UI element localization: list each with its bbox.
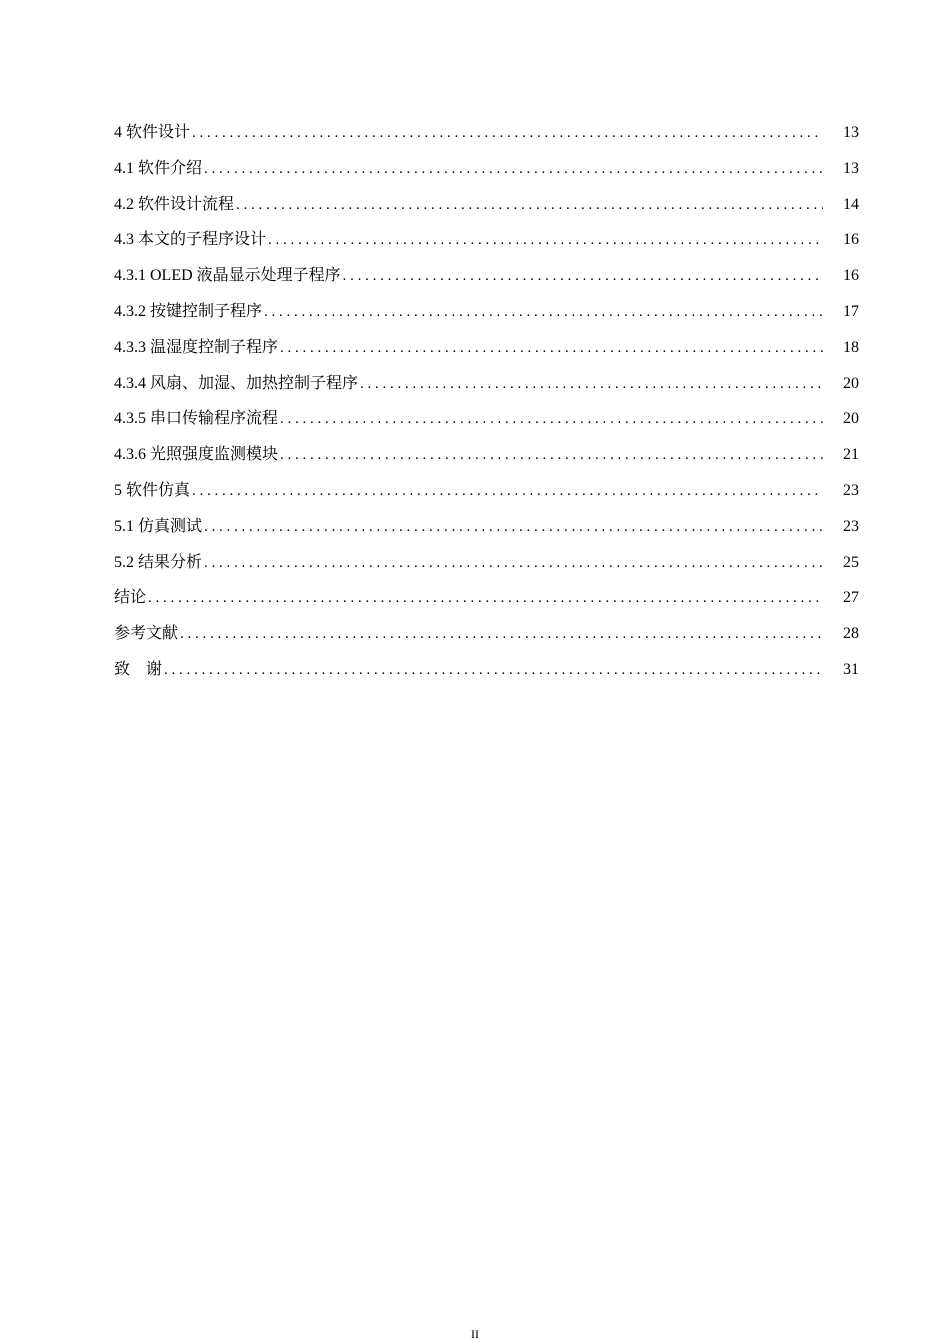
toc-entry-page: 17 [843, 302, 859, 320]
toc-entry-4-2[interactable] [114, 187, 859, 223]
toc-entry-page: 16 [843, 267, 859, 285]
toc-entry-title: 参考文献 [114, 625, 179, 643]
toc-entry-4-3-5[interactable] [114, 401, 859, 437]
toc-entry-title: 4.2 软件设计流程 [114, 195, 235, 213]
toc-entry-page: 21 [843, 446, 859, 464]
toc-entry-4-3[interactable] [114, 222, 859, 258]
toc-entry-page: 13 [843, 124, 859, 141]
toc-entry-references[interactable] [114, 616, 859, 652]
toc-dot-leader [360, 367, 823, 403]
toc-entry-page: 13 [843, 159, 859, 177]
toc-entry-page: 23 [843, 517, 859, 535]
toc-entry-title: 5 软件仿真 [114, 481, 191, 499]
toc-entry-page: 23 [843, 481, 859, 499]
toc-entry-acknowledgements[interactable] [114, 652, 859, 688]
toc-dot-leader [280, 402, 823, 438]
toc-entry-title: 4.3 本文的子程序设计 [114, 231, 267, 249]
toc-dot-leader [192, 474, 823, 510]
toc-entry-4-3-2[interactable] [114, 294, 859, 330]
toc-entry-5-1[interactable] [114, 509, 859, 545]
toc-entry-5-2[interactable] [114, 545, 859, 581]
toc-dot-leader [280, 331, 823, 367]
toc-entry-title: 4.1 软件介绍 [114, 159, 203, 177]
toc-dot-leader [343, 259, 823, 295]
toc-dot-leader [204, 152, 823, 188]
toc-dot-leader [204, 546, 823, 582]
table-of-contents [114, 115, 859, 688]
toc-entry-page: 27 [843, 589, 859, 607]
toc-entry-4-3-4[interactable] [114, 366, 859, 402]
toc-dot-leader [236, 188, 823, 224]
toc-entry-4[interactable] [114, 115, 859, 151]
toc-dot-leader [280, 438, 823, 474]
toc-dot-leader [264, 295, 823, 331]
toc-entry-page: 28 [843, 625, 859, 643]
toc-entry-4-3-1[interactable] [114, 258, 859, 294]
toc-entry-title: 4 软件设计 [114, 124, 191, 141]
toc-dot-leader [148, 581, 823, 617]
toc-entry-page: 31 [843, 660, 859, 678]
toc-entry-title: 结论 [114, 589, 147, 607]
toc-entry-title: 4.3.5 串口传输程序流程 [114, 410, 279, 428]
toc-dot-leader [164, 653, 823, 689]
toc-entry-page: 25 [843, 553, 859, 571]
toc-entry-page: 16 [843, 231, 859, 249]
toc-dot-leader [204, 510, 823, 546]
toc-entry-title: 5.2 结果分析 [114, 553, 203, 571]
toc-dot-leader [192, 116, 823, 152]
toc-entry-title: 致 谢 [114, 660, 163, 678]
toc-dot-leader [268, 223, 823, 259]
toc-entry-4-3-3[interactable] [114, 330, 859, 366]
toc-entry-title: 4.3.6 光照强度监测模块 [114, 446, 279, 464]
toc-entry-title: 4.3.4 风扇、加湿、加热控制子程序 [114, 374, 359, 392]
toc-entry-title: 4.3.2 按键控制子程序 [114, 302, 263, 320]
toc-dot-leader [180, 617, 823, 653]
toc-entry-page: 18 [843, 338, 859, 356]
toc-entry-page: 20 [843, 410, 859, 428]
page-number: II [471, 1327, 479, 1341]
toc-entry-5[interactable] [114, 473, 859, 509]
toc-entry-4-3-6[interactable] [114, 437, 859, 473]
toc-entry-title: 4.3.1 OLED 液晶显示处理子程序 [114, 267, 341, 285]
toc-entry-conclusion[interactable] [114, 580, 859, 616]
toc-entry-page: 14 [843, 195, 859, 213]
toc-entry-page: 20 [843, 374, 859, 392]
toc-entry-4-1[interactable] [114, 151, 859, 187]
toc-entry-title: 5.1 仿真测试 [114, 517, 203, 535]
toc-entry-title: 4.3.3 温湿度控制子程序 [114, 338, 279, 356]
